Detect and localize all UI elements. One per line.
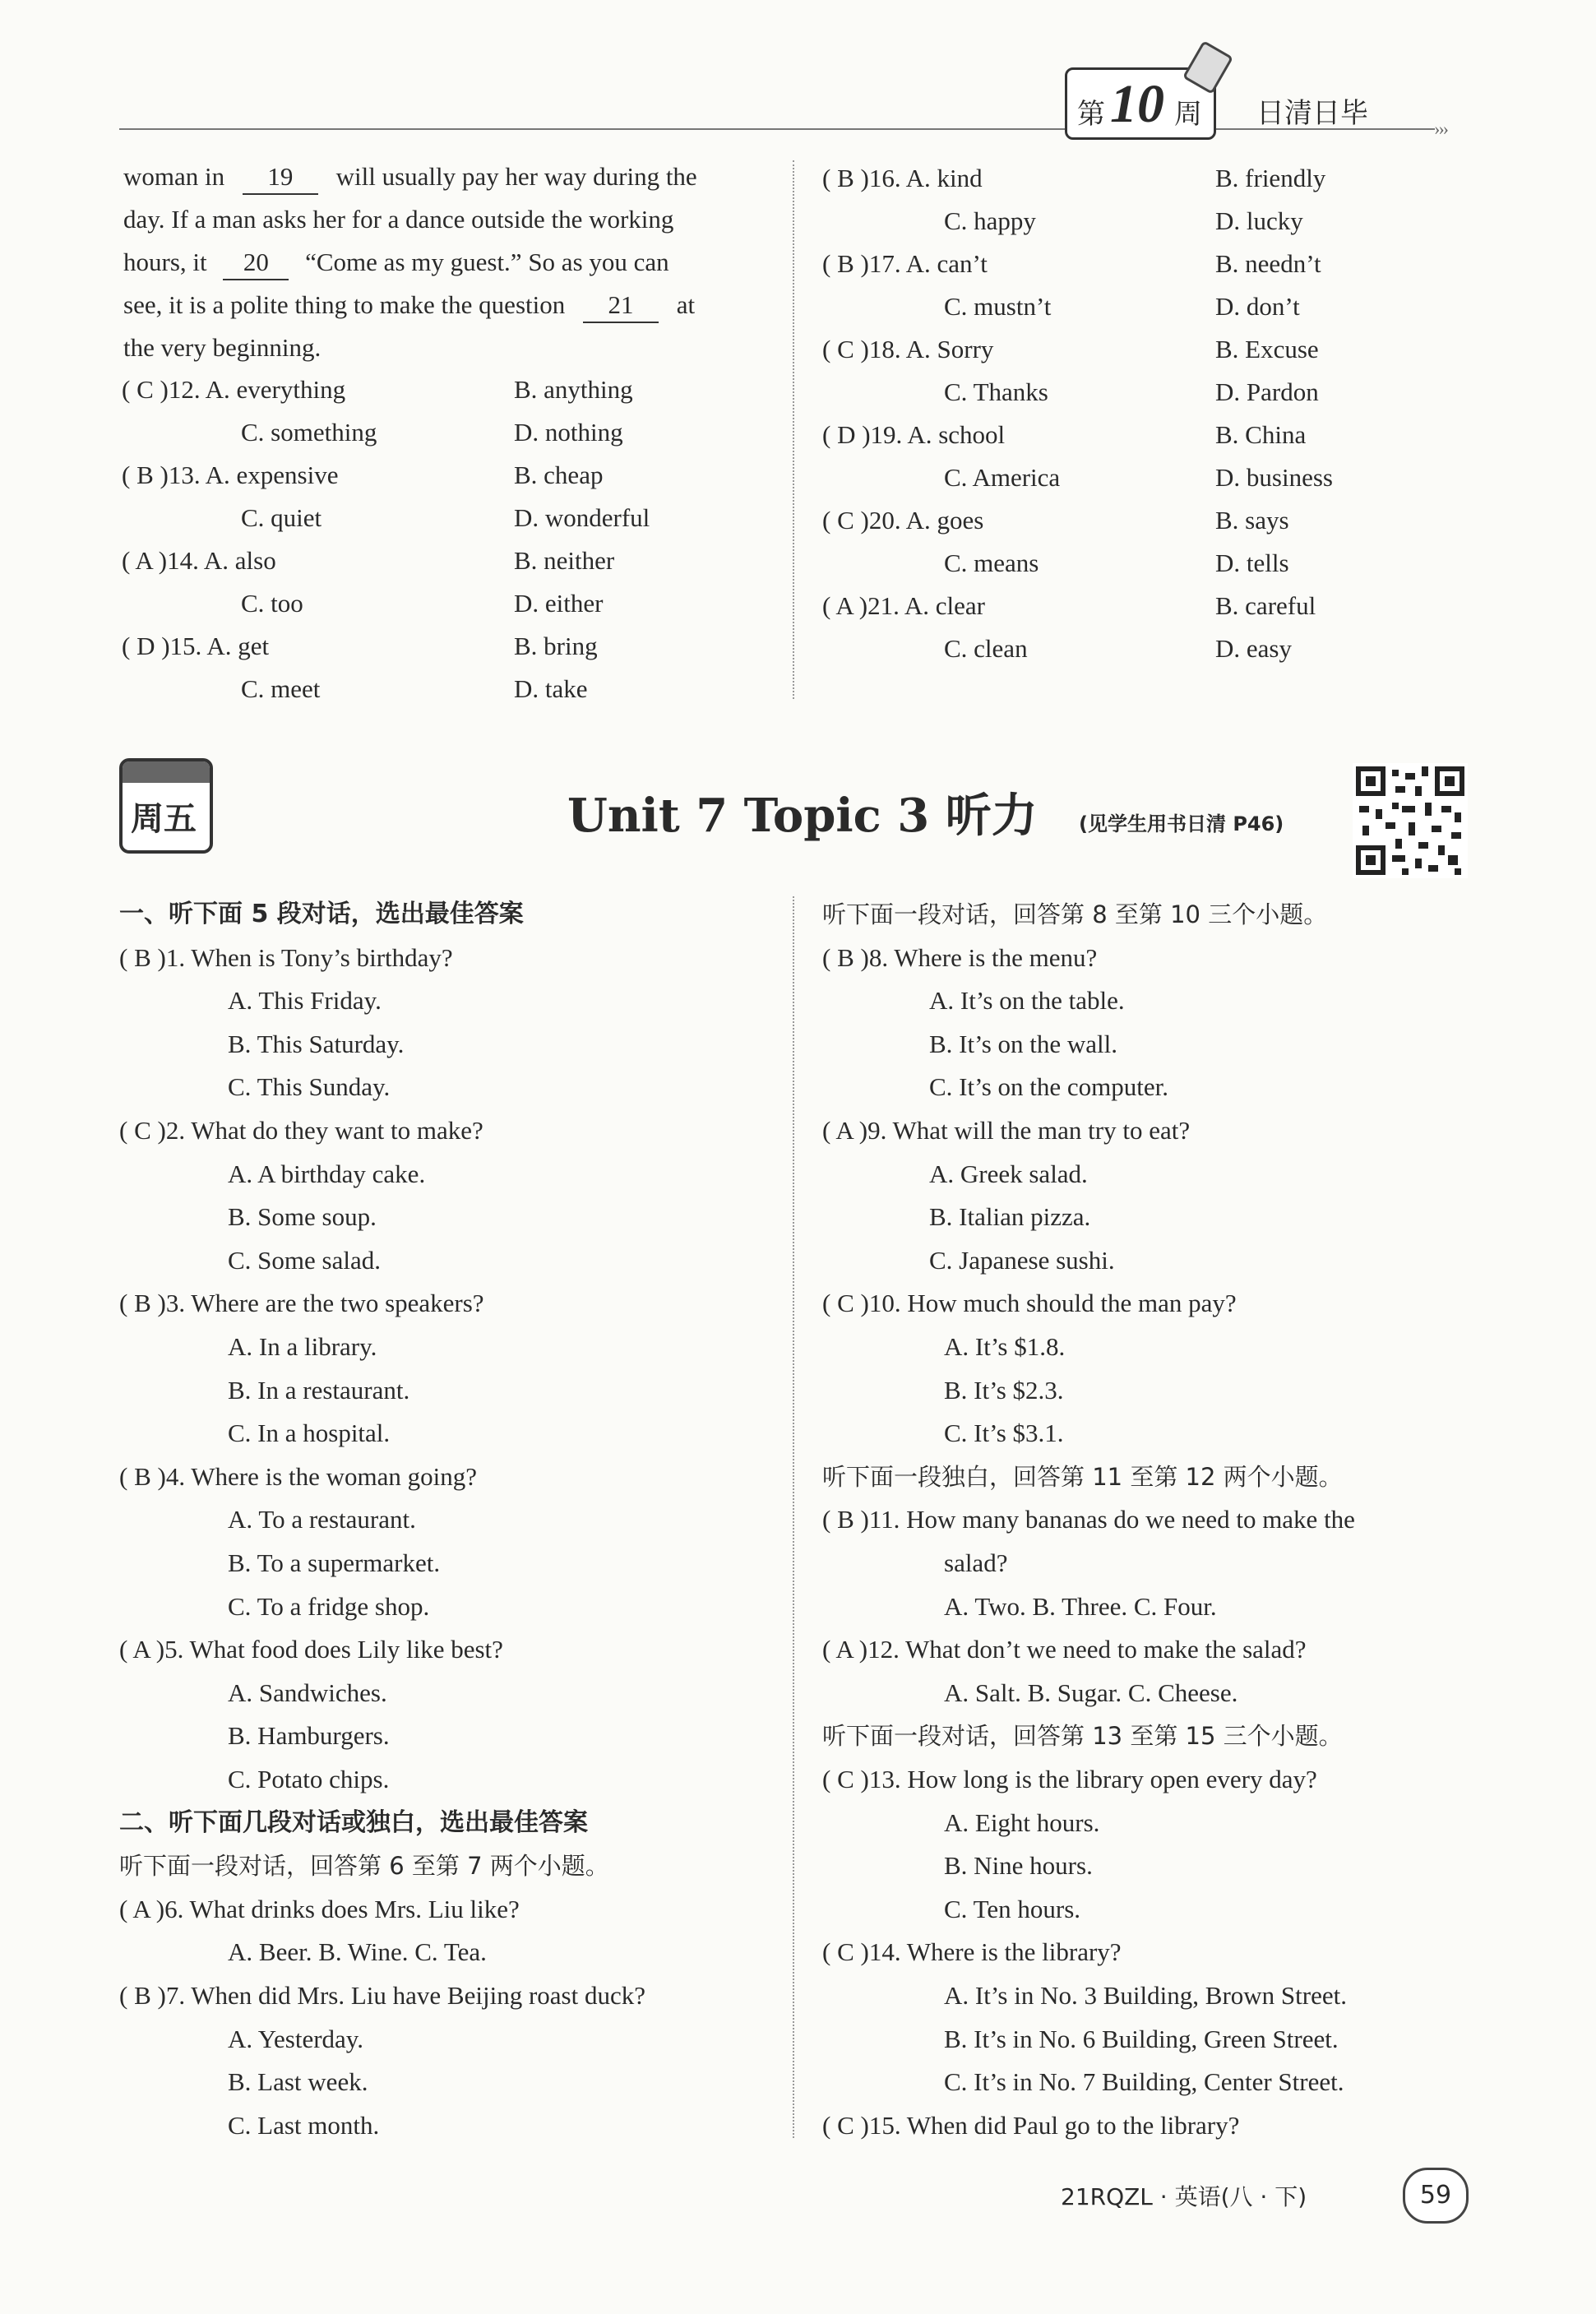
option-line: B. Some soup. — [228, 1202, 377, 1232]
cloze-question: ( B )17. A. can’t — [822, 249, 988, 278]
option-d: D. take — [514, 674, 588, 703]
passage-line-2: day. If a man asks her for a dance outside the working — [123, 205, 674, 234]
instruction: 听下面一段对话，回答第 8 至第 10 三个小题。 — [822, 900, 1328, 928]
week-prefix: 第 — [1077, 98, 1105, 131]
option-line: A. Beer. B. Wine. C. Tea. — [228, 1937, 487, 1967]
option-b: B. China — [1215, 420, 1307, 449]
option-line: A. Sandwiches. — [228, 1678, 387, 1707]
question: ( B )7. When did Mrs. Liu have Beijing roast duck? — [119, 1981, 645, 2010]
option-line: C. Potato chips. — [228, 1765, 390, 1793]
option-line: B. This Saturday. — [228, 1029, 405, 1058]
option-line: C. Japanese sushi. — [929, 1245, 1115, 1275]
option-b: B. needn’t — [1215, 249, 1321, 278]
cloze-question: ( C )18. A. Sorry — [822, 335, 994, 363]
option-line: A. This Friday. — [228, 986, 382, 1016]
cloze-question: ( D )15. A. get — [122, 632, 270, 660]
text: will usually pay her way during the — [335, 162, 697, 191]
passage-line-3 — [123, 246, 669, 280]
option-d: D. tells — [1215, 548, 1289, 577]
passage-line-4 — [123, 289, 695, 323]
text: at — [676, 290, 696, 319]
blank-20: 20 — [223, 246, 289, 280]
question: ( C )2. What do they want to make? — [119, 1116, 483, 1145]
question: ( C )15. When did Paul go to the library? — [822, 2110, 1240, 2140]
question: ( C )13. How long is the library open every day? — [822, 1765, 1317, 1793]
option-line: C. It’s on the computer. — [929, 1072, 1169, 1102]
option-c: C. happy — [944, 206, 1036, 235]
passage-line-1 — [123, 160, 773, 195]
cloze-question: ( C )12. A. everything — [122, 375, 346, 404]
option-line: A. Greek salad. — [929, 1159, 1088, 1188]
option-c: C. means — [944, 548, 1039, 577]
option-line: C. In a hospital. — [228, 1418, 391, 1448]
option-c: C. quiet — [241, 503, 322, 532]
option-b: B. anything — [514, 375, 633, 404]
option-c: C. too — [241, 589, 303, 618]
qr-code-icon — [1353, 763, 1468, 878]
option-line: A. A birthday cake. — [228, 1159, 426, 1188]
text: see, it is a polite thing to make the question — [123, 290, 566, 319]
instruction: 听下面一段对话，回答第 13 至第 15 三个小题。 — [822, 1722, 1343, 1751]
cloze-question: ( B )13. A. expensive — [122, 460, 339, 489]
question: ( C )14. Where is the library? — [822, 1937, 1122, 1967]
option-line: C. To a fridge shop. — [228, 1591, 430, 1621]
option-line: salad? — [944, 1548, 1008, 1577]
question: ( B )8. Where is the menu? — [822, 942, 1098, 972]
text: “Come as my guest.” So as you can — [305, 248, 669, 276]
option-line: A. Two. B. Three. C. Four. — [944, 1591, 1217, 1621]
option-line: B. Hamburgers. — [228, 1721, 390, 1751]
cloze-question: ( A )14. A. also — [122, 546, 276, 575]
instruction: 听下面一段对话，回答第 6 至第 7 两个小题。 — [119, 1852, 609, 1881]
option-b: B. friendly — [1215, 164, 1326, 192]
question: ( C )10. How much should the man pay? — [822, 1289, 1237, 1318]
option-b: B. neither — [514, 546, 615, 575]
option-c: C. mustn’t — [944, 292, 1052, 321]
cloze-question: ( D )19. A. school — [822, 420, 1006, 449]
option-line: B. It’s in No. 6 Building, Green Street. — [944, 2024, 1339, 2053]
option-line: C. It’s in No. 7 Building, Center Street. — [944, 2067, 1344, 2097]
section-heading: 一、听下面 5 段对话，选出最佳答案 — [119, 900, 524, 928]
option-line: A. To a restaurant. — [228, 1505, 416, 1534]
option-b: B. bring — [514, 632, 598, 660]
option-d: D. business — [1215, 463, 1333, 492]
question: ( B )3. Where are the two speakers? — [119, 1289, 484, 1318]
option-line: B. Nine hours. — [944, 1851, 1093, 1881]
option-b: B. careful — [1215, 591, 1316, 620]
option-line: A. Yesterday. — [228, 2024, 364, 2053]
option-line: C. This Sunday. — [228, 1072, 391, 1102]
header-slogan: 日清日毕 — [1256, 97, 1368, 130]
column-divider-top — [793, 160, 794, 699]
cloze-question: ( B )16. A. kind — [822, 164, 983, 192]
option-line: A. It’s on the table. — [929, 986, 1125, 1016]
arrows-icon: ››› — [1434, 118, 1447, 139]
option-line: A. Salt. B. Sugar. C. Cheese. — [944, 1678, 1238, 1707]
option-line: B. It’s on the wall. — [929, 1029, 1118, 1058]
option-b: B. cheap — [514, 460, 604, 489]
option-line: A. It’s in No. 3 Building, Brown Street. — [944, 1981, 1347, 2010]
cloze-question: ( A )21. A. clear — [822, 591, 986, 620]
week-suffix: 周 — [1174, 98, 1202, 131]
option-line: C. It’s $3.1. — [944, 1418, 1064, 1448]
question: ( B )4. Where is the woman going? — [119, 1461, 478, 1491]
column-divider-bottom — [793, 896, 794, 2138]
question: ( A )12. What don’t we need to make the salad? — [822, 1635, 1307, 1664]
option-line: C. Ten hours. — [944, 1894, 1081, 1923]
option-b: B. says — [1215, 506, 1289, 535]
question: ( A )5. What food does Lily like best? — [119, 1635, 503, 1664]
reference-note: (见学生用书日清 P46) — [1079, 812, 1284, 835]
option-line: A. In a library. — [228, 1332, 377, 1361]
passage-line-5: the very beginning. — [123, 333, 322, 362]
page-number: 59 — [1403, 2168, 1469, 2224]
cloze-question: ( C )20. A. goes — [822, 506, 984, 535]
option-c: C. clean — [944, 634, 1028, 663]
header-rule — [119, 128, 1435, 130]
day-badge — [119, 758, 213, 854]
option-line: C. Last month. — [228, 2110, 380, 2140]
option-line: B. In a restaurant. — [228, 1375, 410, 1405]
blank-21: 21 — [583, 289, 659, 323]
option-d: D. don’t — [1215, 292, 1300, 321]
option-d: D. either — [514, 589, 604, 618]
option-line: C. Some salad. — [228, 1245, 381, 1275]
blank-19: 19 — [243, 160, 318, 195]
text: woman in — [123, 162, 225, 191]
section-title: Unit 7 Topic 3 听力 — [567, 789, 1038, 843]
option-d: D. easy — [1215, 634, 1292, 663]
option-d: D. nothing — [514, 418, 623, 447]
text: hours, it — [123, 248, 207, 276]
question: ( B )1. When is Tony’s birthday? — [119, 942, 453, 972]
section-heading: 二、听下面几段对话或独白，选出最佳答案 — [119, 1807, 588, 1837]
option-c: C. America — [944, 463, 1061, 492]
option-c: C. meet — [241, 674, 321, 703]
week-number: 10 — [1110, 74, 1164, 134]
footer-code: 21RQZL · 英语(八 · 下) — [1061, 2183, 1307, 2210]
option-c: C. Thanks — [944, 377, 1048, 406]
option-b: B. Excuse — [1215, 335, 1319, 363]
option-line: B. It’s $2.3. — [944, 1375, 1064, 1405]
option-line: B. To a supermarket. — [228, 1548, 441, 1577]
badge-top — [123, 761, 210, 783]
option-d: D. wonderful — [514, 503, 650, 532]
option-d: D. lucky — [1215, 206, 1303, 235]
instruction: 听下面一段独白，回答第 11 至第 12 两个小题。 — [822, 1462, 1343, 1491]
question: ( A )6. What drinks does Mrs. Liu like? — [119, 1894, 520, 1923]
option-d: D. Pardon — [1215, 377, 1319, 406]
question: ( B )11. How many bananas do we need to make the — [822, 1505, 1355, 1534]
option-line: A. It’s $1.8. — [944, 1332, 1066, 1361]
option-line: B. Italian pizza. — [929, 1202, 1091, 1232]
day-label: 周五 — [131, 800, 197, 838]
option-c: C. something — [241, 418, 377, 447]
option-line: B. Last week. — [228, 2067, 368, 2097]
option-line: A. Eight hours. — [944, 1807, 1100, 1837]
question: ( A )9. What will the man try to eat? — [822, 1116, 1191, 1145]
